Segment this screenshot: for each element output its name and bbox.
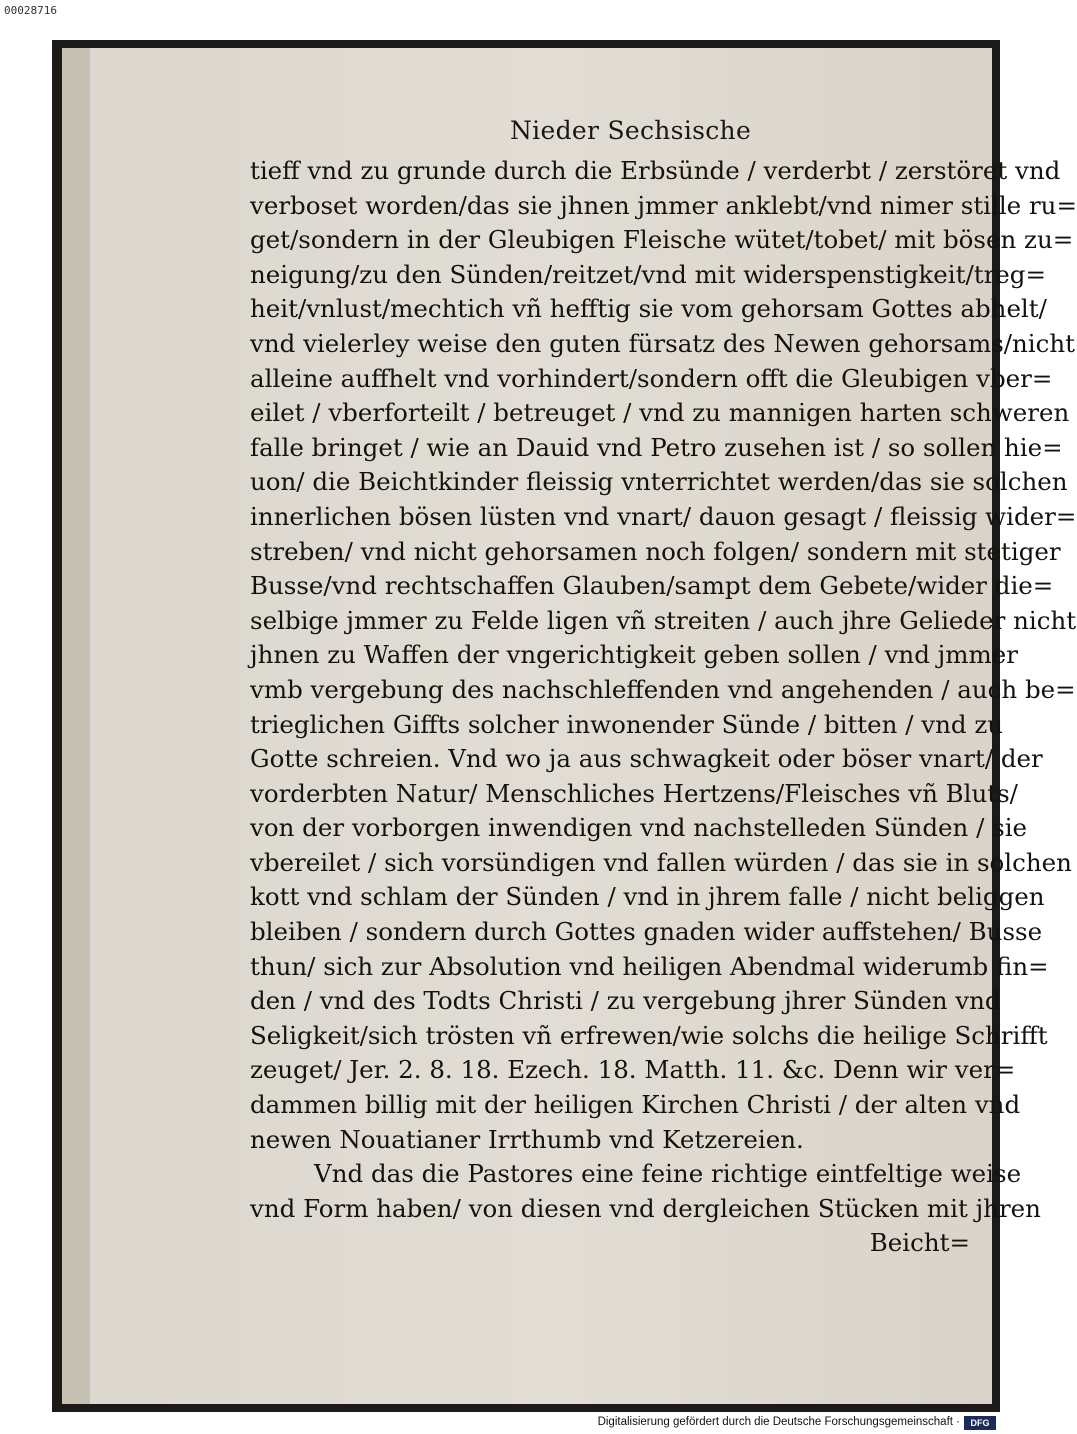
- text-line: Gotte schreien. Vnd wo ja aus schwagkeit oder böser vnart/ der: [250, 744, 1043, 774]
- text-line: falle bringet / wie an Dauid vnd Petro zusehen ist / so sollen hie=: [250, 432, 1063, 462]
- text-line: streben/ vnd nicht gehorsamen noch folgen/ sondern mit stetiger: [250, 536, 1061, 566]
- text-line: vnd Form haben/ von diesen vnd dergleichen Stücken mit jhren: [250, 1193, 1041, 1223]
- text-line: kott vnd schlam der Sünden / vnd in jhrem falle / nicht beliggen: [250, 882, 1045, 912]
- dfg-logo-icon: DFG: [964, 1416, 996, 1430]
- text-line: alleine auffhelt vnd vorhindert/sondern offt die Gleubigen vber=: [250, 363, 1053, 393]
- text-line: Busse/vnd rechtschaffen Glauben/sampt dem Gebete/wider die=: [250, 571, 1054, 601]
- text-line: bleiben / sondern durch Gottes gnaden wider auffstehen/ Busse: [250, 917, 1043, 947]
- text-block: [250, 154, 1077, 1261]
- text-line: uon/ die Beichtkinder fleissig vnterrichtet werden/das sie solchen: [250, 467, 1068, 497]
- text-line: thun/ sich zur Absolution vnd heiligen Abendmal widerumb fin=: [250, 951, 1049, 981]
- text-line: Seligkeit/sich trösten vñ erfrewen/wie solchs die heilige Schrifft: [250, 1020, 1048, 1050]
- text-line: den / vnd des Todts Christi / zu vergebung jhrer Sünden vnd: [250, 986, 1001, 1016]
- footer-bar: [0, 1414, 1000, 1434]
- text-line: jhnen zu Waffen der vngerichtigkeit geben sollen / vnd jmmer: [250, 640, 1018, 670]
- text-line: vorderbten Natur/ Menschliches Hertzens/Fleisches vñ Bluts/: [250, 778, 1018, 808]
- text-line: eilet / vberforteilt / betreuget / vnd zu mannigen harten schweren: [250, 398, 1070, 428]
- text-line: Vnd das die Pastores eine feine richtige eintfeltige weise: [314, 1159, 1022, 1189]
- funding-credit: Digitalisierung gefördert durch die Deutsche Forschungsgemeinschaft ·: [597, 1416, 960, 1428]
- text-line: tieff vnd zu grunde durch die Erbsünde / verderbt / zerstöret vnd: [250, 156, 1061, 185]
- text-line: Beicht=: [869, 1228, 970, 1258]
- text-line: heit/vnlust/mechtich vñ hefftig sie vom gehorsam Gottes abhelt/: [250, 294, 1047, 324]
- text-line: vmb vergebung des nachschleffenden vnd angehenden / auch be=: [250, 674, 1076, 704]
- text-line: vbereilet / sich vorsündigen vnd fallen würden / das sie in solchen: [250, 847, 1072, 877]
- running-head: Nieder Sechsische: [510, 116, 752, 145]
- text-line: get/sondern in der Gleubigen Fleische wütet/tobet/ mit bösen zu=: [250, 225, 1074, 255]
- text-line: trieglichen Giffts solcher inwonender Sünde / bitten / vnd zu: [250, 709, 1004, 739]
- text-line: dammen billig mit der heiligen Kirchen Christi / der alten vnd: [250, 1090, 1021, 1120]
- text-line: vnd vielerley weise den guten fürsatz des Newen gehorsams/nicht: [250, 328, 1075, 358]
- text-line: selbige jmmer zu Felde ligen vñ streiten / auch jhre Gelieder nicht: [250, 605, 1077, 635]
- text-line: newen Nouatianer Irrthumb vnd Ketzereien.: [250, 1124, 804, 1154]
- text-line: neigung/zu den Sünden/reitzet/vnd mit widerspenstigkeit/treg=: [250, 259, 1046, 289]
- text-line: von der vorborgen inwendigen vnd nachstelleden Sünden / sie: [250, 813, 1028, 843]
- text-line: verboset worden/das sie jhnen jmmer anklebt/vnd nimer stille ru=: [250, 190, 1077, 220]
- text-line: innerlichen bösen lüsten vnd vnart/ dauon gesagt / fleissig wider=: [250, 501, 1077, 531]
- text-line: zeuget/ Jer. 2. 8. 18. Ezech. 18. Matth. 11. &c. Denn wir ver=: [250, 1055, 1016, 1085]
- scan-identifier: 00028716: [4, 4, 57, 17]
